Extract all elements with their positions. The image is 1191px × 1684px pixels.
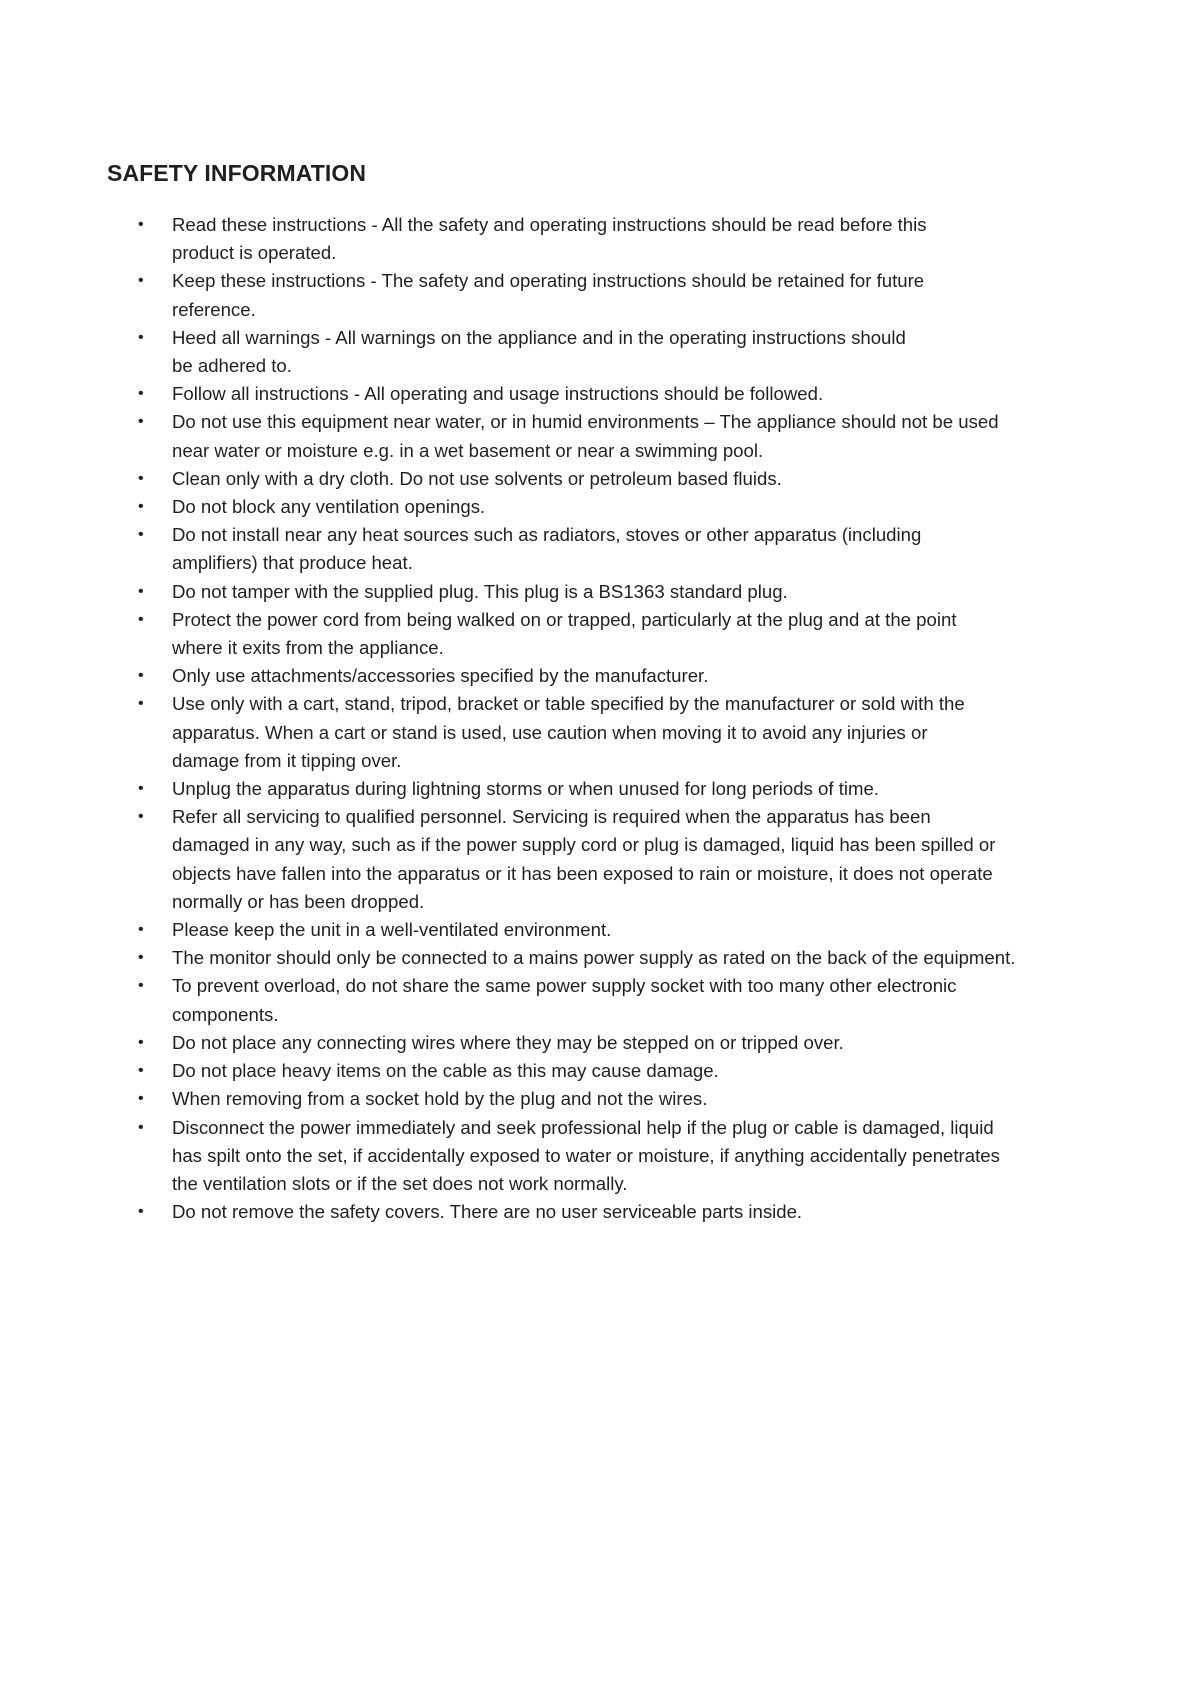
bullet-icon: • [138,1033,144,1051]
safety-list [0,211,1191,1226]
bullet-icon: • [138,328,144,346]
list-item-text: Protect the power cord from being walked on or trapped, particularly at the plug and at the point where it exits from the appliance. [172,608,957,659]
bullet-icon: • [138,385,144,403]
list-item-text: Heed all warnings - All warnings on the appliance and in the operating instructions should be adhered to. [172,326,906,377]
list-item-text: Keep these instructions - The safety and operating instructions should be retained for future reference. [172,270,925,320]
list-item-text: Do not use this equipment near water, or in humid environments – The appliance should not be used near water or moisture e.g. in a wet basement or near a swimming pool. [172,411,999,461]
list-item [0,1198,1191,1226]
list-item [0,662,1191,690]
bullet-icon: • [138,1118,144,1136]
list-item-text: Clean only with a dry cloth. Do not use solvents or petroleum based fluids. [172,467,782,489]
bullet-icon: • [138,667,144,685]
page-title: SAFETY INFORMATION [107,160,367,186]
list-item [0,1029,1191,1057]
list-item [0,578,1191,606]
list-item-text: Do not remove the safety covers. There are no user serviceable parts inside. [172,1201,803,1223]
bullet-icon: • [138,977,144,995]
list-item-text: Do not tamper with the supplied plug. This plug is a BS1363 standard plug. [172,580,788,602]
list-item [0,1057,1191,1085]
list-item [0,690,1191,775]
bullet-icon: • [138,469,144,487]
bullet-icon: • [138,610,144,628]
bullet-icon: • [138,526,144,544]
list-item-text: Unplug the apparatus during lightning storms or when unused for long periods of time. [172,778,879,800]
bullet-icon: • [138,582,144,600]
list-item-text: To prevent overload, do not share the same power supply socket with too many other electronic components. [172,975,957,1025]
list-item-text: Do not install near any heat sources such as radiators, stoves or other apparatus (including amplifiers) that produce heat. [172,524,922,574]
list-item [0,944,1191,972]
bullet-icon: • [138,808,144,826]
list-item-text: Use only with a cart, stand, tripod, bracket or table specified by the manufacturer or sold with the apparatus. When a cart or stand is used, use caution when moving it to avoid any injuries or damage from it tipping over. [172,693,965,771]
bullet-icon: • [138,1062,144,1080]
bullet-icon: • [138,780,144,798]
list-item [0,521,1191,577]
list-item-text: Refer all servicing to qualified personnel. Servicing is required when the apparatus has been damaged in any way, such as if the power supply cord or plug is damaged, liquid has been spilled or objects have fallen into the apparatus or it has been exposed to rain or moisture, it does not operate normally or has been dropped. [172,806,996,912]
list-item [0,324,1191,380]
bullet-icon: • [138,921,144,939]
list-item [0,803,1191,916]
list-item [0,408,1191,464]
list-item [0,1085,1191,1113]
list-item [0,775,1191,803]
bullet-icon: • [138,695,144,713]
list-item-text: Only use attachments/accessories specified by the manufacturer. [172,665,709,687]
list-item [0,211,1191,267]
list-item-text: When removing from a socket hold by the plug and not the wires. [172,1088,708,1110]
list-item [0,1114,1191,1199]
list-item [0,380,1191,408]
bullet-icon: • [138,1090,144,1108]
bullet-icon: • [138,413,144,431]
list-item [0,972,1191,1028]
list-item-text: Disconnect the power immediately and seek professional help if the plug or cable is damaged, liquid has spilt onto the set, if accidentally exposed to water or moisture, if anything accidentally penetrates the ventilation slots or if the set does not work normally. [172,1116,1000,1194]
bullet-icon: • [138,216,144,233]
bullet-icon: • [138,1203,144,1221]
list-item [0,267,1191,323]
bullet-icon: • [138,949,144,967]
list-item [0,916,1191,944]
bullet-icon: • [138,498,144,516]
list-item-text: Please keep the unit in a well-ventilated environment. [172,919,612,941]
bullet-icon: • [138,272,144,290]
list-item [0,465,1191,493]
list-item-text: Do not block any ventilation openings. [172,496,486,518]
list-item-text: Follow all instructions - All operating and usage instructions should be followed. [172,383,824,405]
list-item [0,493,1191,521]
list-item-text: Do not place heavy items on the cable as this may cause damage. [172,1060,719,1082]
list-item-text: Read these instructions - All the safety and operating instructions should be read before this product is operated. [172,214,927,264]
list-item-text: Do not place any connecting wires where they may be stepped on or tripped over. [172,1031,844,1053]
list-item [0,606,1191,662]
list-item-text: The monitor should only be connected to a mains power supply as rated on the back of the equipment. [172,947,1016,969]
